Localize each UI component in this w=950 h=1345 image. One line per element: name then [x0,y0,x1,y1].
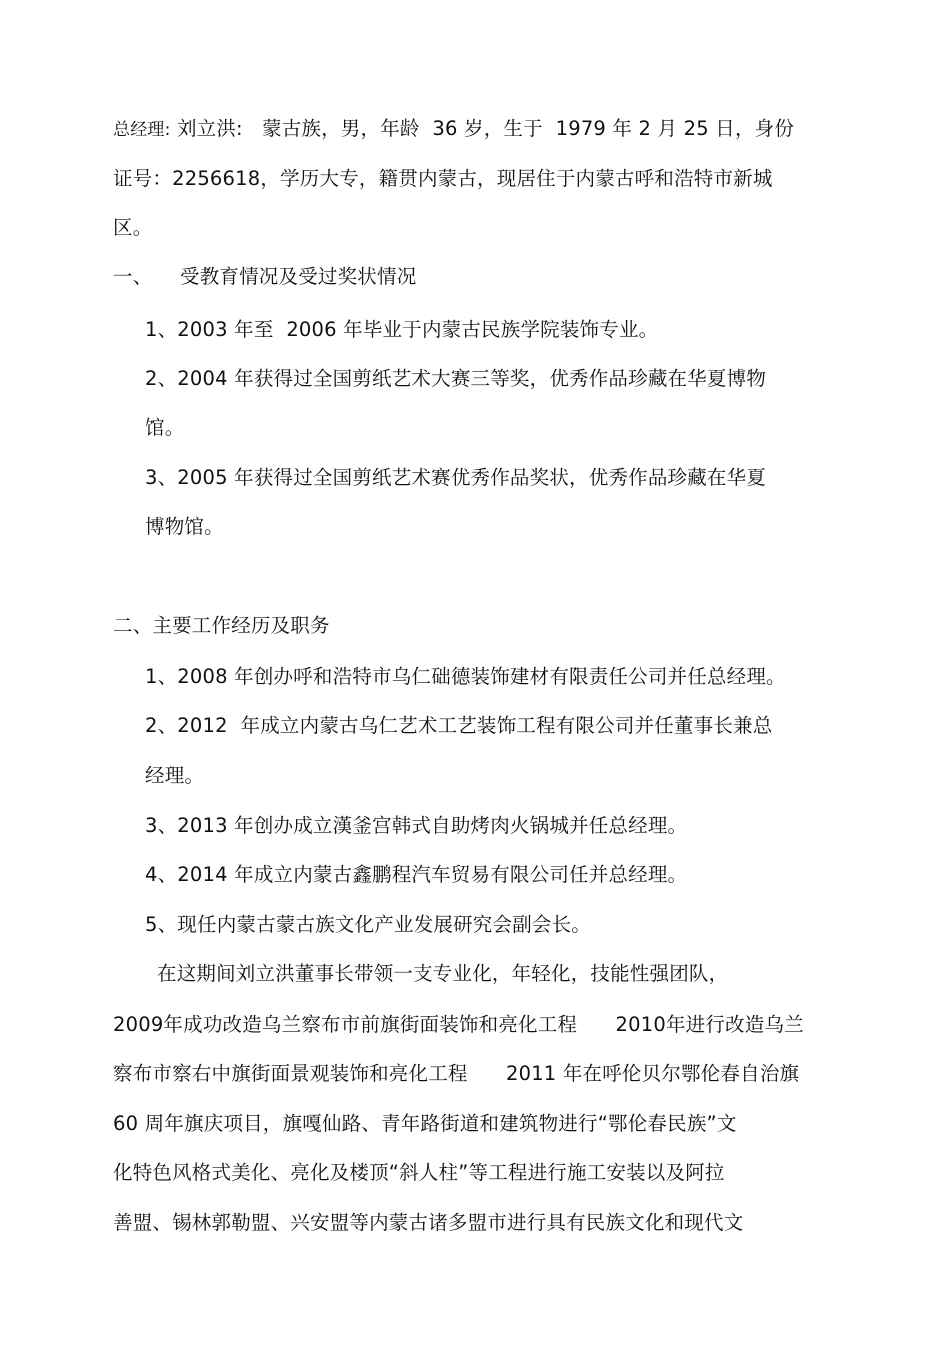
paragraph-line-6: 善盟、锡林郭勒盟、兴安盟等内蒙古诸多盟市进行具有民族文化和现代文 [113,1211,744,1234]
paragraph-line-1: 在这期间刘立洪董事长带领一支专业化，年轻化，技能性强团队， [157,962,729,985]
section2-item-2-cont: 经理。 [145,764,205,787]
paragraph-line-5: 化特色风格式美化、亮化及楼顶“斜人柱”等工程进行施工安装以及阿拉 [113,1161,725,1184]
section1-item-2-cont: 馆。 [145,416,185,439]
profile-line-2: 证号：2256618，学历大专，籍贯内蒙古，现居住于内蒙古呼和浩特市新城 [113,167,773,190]
section1-heading-number: 一、 [113,265,153,288]
section1-item-1: 1、2003 年至 2006 年毕业于内蒙古民族学院装饰专业。 [145,318,659,341]
paragraph-line-4: 60 周年旗庆项目，旗嘎仙路、青年路街道和建筑物进行“鄂伦春民族”文 [113,1112,737,1135]
section2-item-1: 1、2008 年创办呼和浩特市乌仁础德装饰建材有限责任公司并任总经理。 [145,665,786,688]
section1-heading: 受教育情况及受过奖状情况 [180,265,417,288]
profile-line-1 [113,117,794,142]
section1-item-3-cont: 博物馆。 [145,515,224,538]
section2-item-2: 2、2012 年成立内蒙古乌仁艺术工艺装饰工程有限公司并任董事长兼总 [145,714,773,737]
section2-item-4: 4、2014 年成立内蒙古鑫鹏程汽车贸易有限公司任并总经理。 [145,863,688,886]
section2-heading: 二、主要工作经历及职务 [113,614,330,637]
section2-item-5: 5、现任内蒙古蒙古族文化产业发展研究会副会长。 [145,913,592,936]
profile-line-3: 区。 [113,216,153,239]
profile-line-1-text: 刘立洪: 蒙古族，男，年龄 36 岁，生于 1979 年 2 月 25 日，身份 [176,117,795,140]
paragraph-line-3: 察布市察右中旗街面景观装饰和亮化工程 2011 年在呼伦贝尔鄂伦春自治旗 [113,1062,800,1085]
section1-item-2: 2、2004 年获得过全国剪纸艺术大赛三等奖，优秀作品珍藏在华夏博物 [145,367,767,390]
section1-item-3: 3、2005 年获得过全国剪纸艺术赛优秀作品奖状，优秀作品珍藏在华夏 [145,466,767,489]
section2-item-3: 3、2013 年创办成立漢釜宫韩式自助烤肉火锅城并任总经理。 [145,814,688,837]
role-label: 总经理: [113,120,171,140]
paragraph-line-2: 2009年成功改造乌兰察布市前旗街面装饰和亮化工程 2010年进行改造乌兰 [113,1013,804,1036]
